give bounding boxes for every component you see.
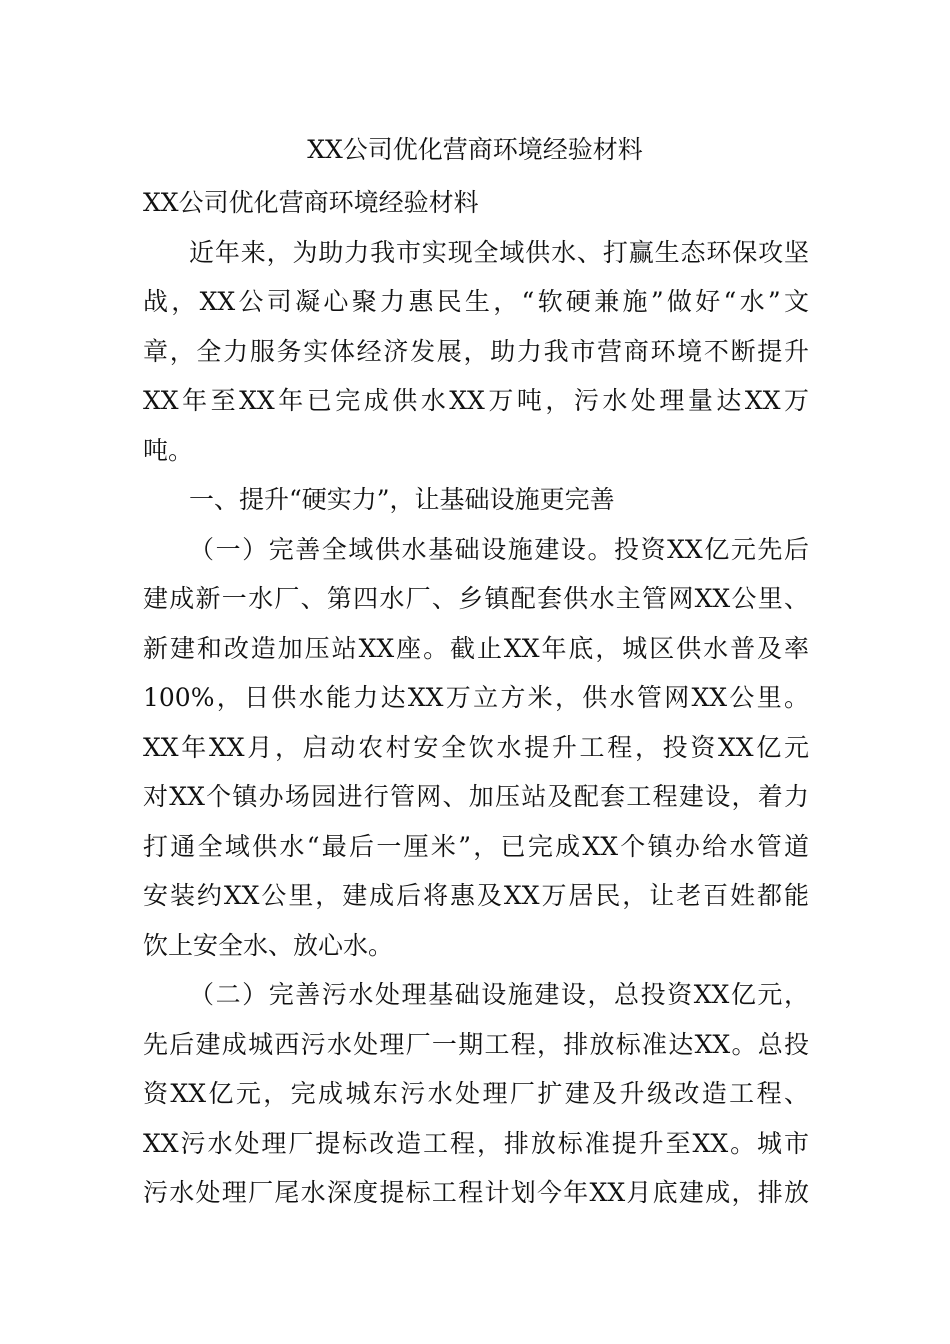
paragraph-line: 污水处理厂尾水深度提标工程计划今年XX月底建成，排放 [143, 1178, 809, 1207]
paragraph-line: 安装约XX公里，建成后将惠及XX万居民，让老百姓都能 [143, 881, 809, 910]
paragraph-line: 打通全域供水“最后一厘米”，已完成XX个镇办给水管道 [143, 831, 809, 861]
document-title: XX公司优化营商环境经验材料 [307, 135, 643, 164]
paragraph-line: 吨。 [143, 435, 194, 465]
paragraph-line: XX年XX月，启动农村安全饮水提升工程，投资XX亿元 [143, 732, 809, 762]
section-heading: 一、提升“硬实力”，让基础设施更完善 [189, 485, 615, 514]
paragraph-line: 先后建成城西污水处理厂一期工程，排放标准达XX。总投 [143, 1029, 809, 1059]
paragraph-line: （一）完善全域供水基础设施建设。投资XX亿元先后 [189, 534, 809, 564]
paragraph-line: 饮上安全水、放心水。 [143, 930, 394, 960]
paragraph-line: 章，全力服务实体经济发展，助力我市营商环境不断提升 [143, 336, 809, 366]
document-body [143, 178, 809, 1218]
paragraph-line: 资XX亿元，完成城东污水处理厂扩建及升级改造工程、 [143, 1079, 809, 1108]
subtitle-line: XX公司优化营商环境经验材料 [143, 188, 479, 217]
paragraph-line: 建成新一水厂、第四水厂、乡镇配套供水主管网XX公里、 [143, 584, 809, 613]
paragraph-line: 近年来，为助力我市实现全域供水、打赢生态环保攻坚 [189, 237, 809, 267]
paragraph-line: 对XX个镇办场园进行管网、加压站及配套工程建设，着力 [143, 782, 809, 811]
paragraph-line: 100%，日供水能力达XX万立方米，供水管网XX公里。 [143, 683, 809, 712]
paragraph-line: XX年至XX年已完成供水XX万吨，污水处理量达XX万 [143, 386, 809, 415]
paragraph-line: （二）完善污水处理基础设施建设，总投资XX亿元， [189, 980, 809, 1009]
paragraph-line: 新建和改造加压站XX座。截止XX年底，城区供水普及率 [143, 633, 809, 663]
paragraph-line: XX污水处理厂提标改造工程，排放标准提升至XX。城市 [143, 1128, 809, 1158]
paragraph-line: 战，XX公司凝心聚力惠民生，“软硬兼施”做好“水”文 [143, 287, 809, 316]
